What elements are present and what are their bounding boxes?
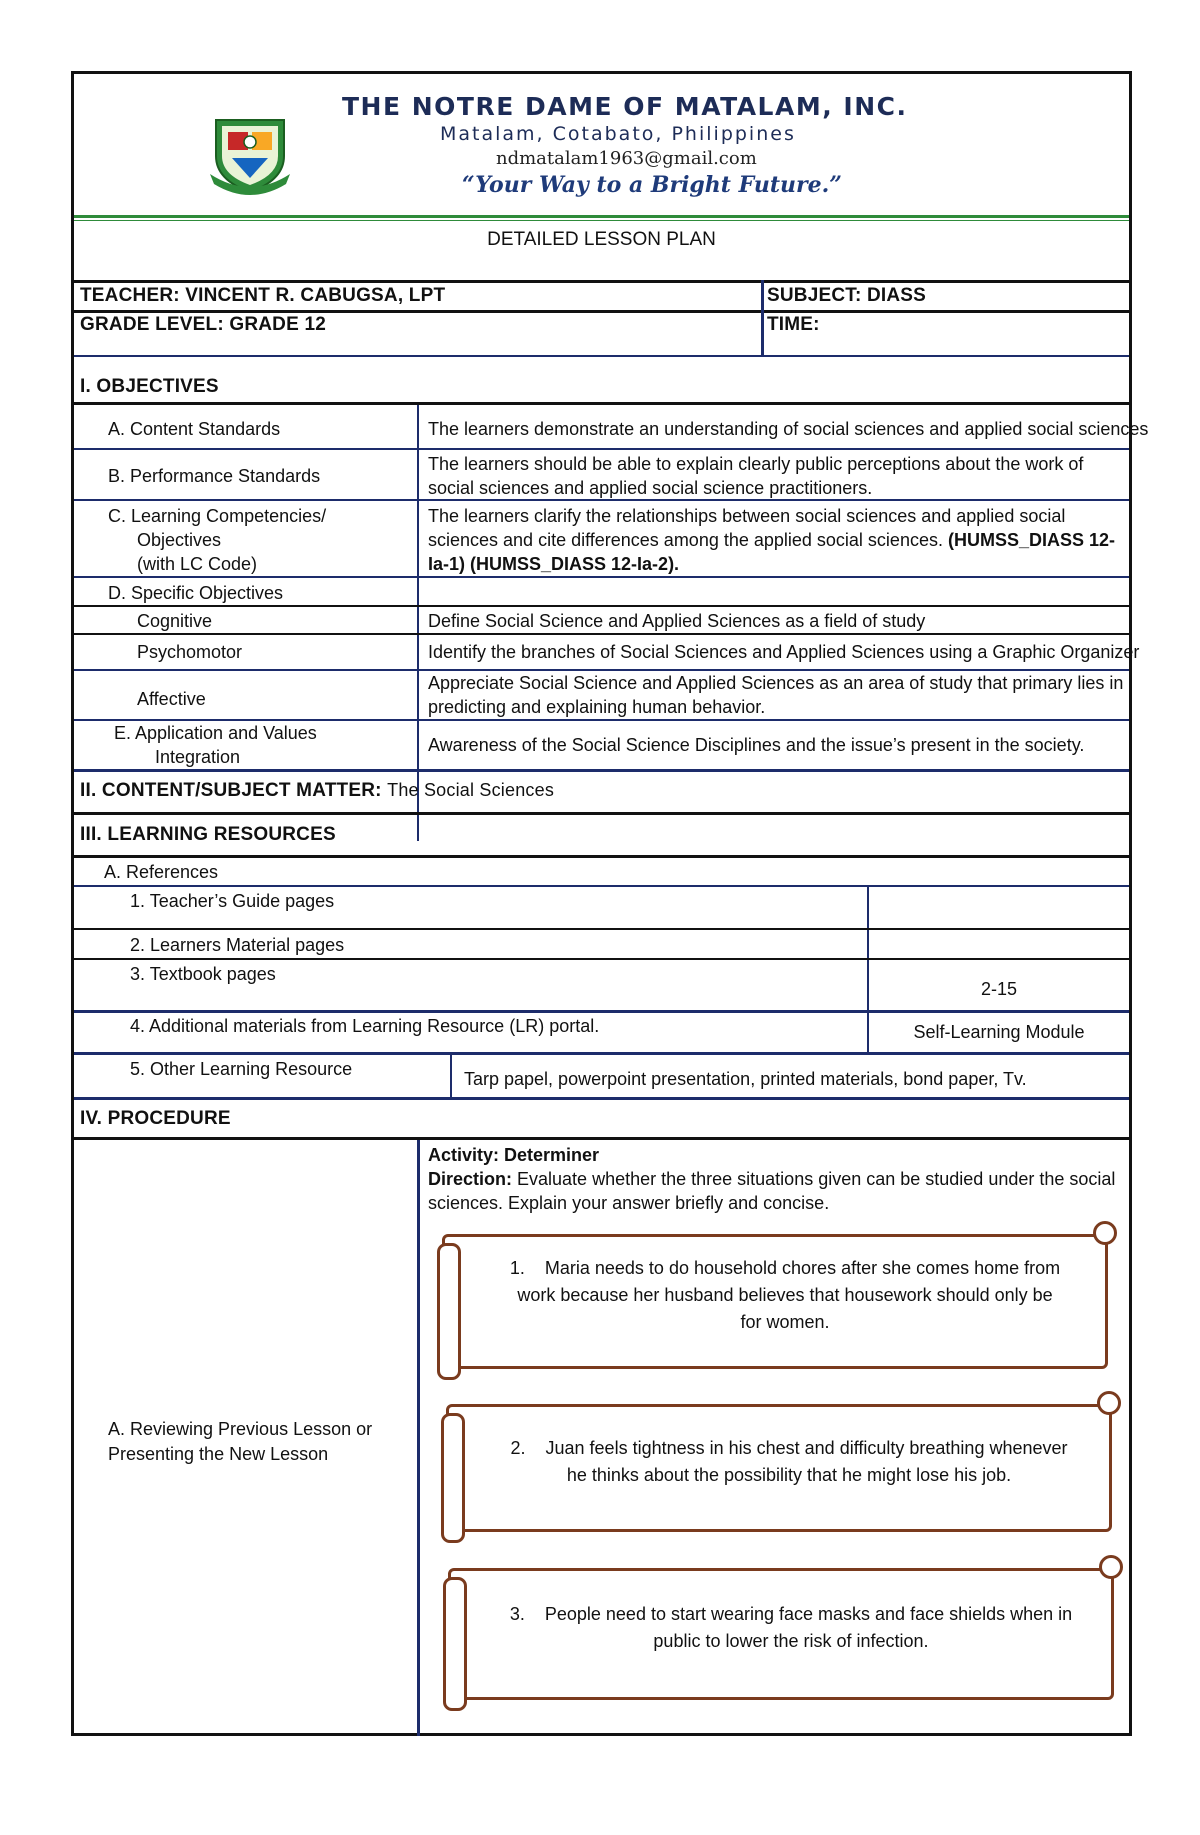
divider bbox=[74, 1052, 1129, 1055]
activity-direction bbox=[428, 1167, 1126, 1215]
resources-heading: III. LEARNING RESOURCES bbox=[80, 824, 336, 845]
objective-label: A. Content Standards bbox=[108, 419, 281, 439]
divider bbox=[74, 855, 1129, 858]
objective-label: Psychomotor bbox=[137, 642, 243, 662]
situation-line: work because her husband believes that housework should only be bbox=[517, 1285, 1053, 1305]
lesson-plan-sheet bbox=[71, 71, 1149, 1736]
objective-label: D. Specific Objectives bbox=[108, 583, 284, 603]
subject-label: SUBJECT: DIASS bbox=[767, 285, 927, 306]
teacher-label: TEACHER: VINCENT R. CABUGSA, LPT bbox=[80, 285, 446, 306]
objective-label: (with LC Code) bbox=[137, 554, 258, 574]
divider bbox=[74, 280, 1129, 283]
divider bbox=[74, 402, 1129, 405]
content-heading: II. CONTENT/SUBJECT MATTER: bbox=[80, 780, 388, 801]
divider bbox=[74, 812, 1129, 815]
divider bbox=[417, 1140, 420, 1736]
resource-label: 3. Textbook pages bbox=[130, 964, 276, 984]
objective-value: Identify the branches of Social Sciences and Applied Sciences using a Graphic Organizer bbox=[428, 642, 1140, 662]
resource-label: 5. Other Learning Resource bbox=[130, 1059, 353, 1079]
objective-label: Objectives bbox=[137, 530, 222, 550]
grade-value: GRADE 12 bbox=[229, 314, 326, 335]
objective-label: C. Learning Competencies/ bbox=[108, 506, 327, 526]
direction-label: Direction: bbox=[428, 1169, 513, 1189]
grade-level bbox=[80, 314, 326, 336]
objectives-heading: I. OBJECTIVES bbox=[80, 376, 219, 397]
objective-label: B. Performance Standards bbox=[108, 466, 321, 486]
situation-line-text: Maria needs to do household chores after she comes home from bbox=[544, 1258, 1061, 1278]
school-seal-logo bbox=[208, 114, 292, 196]
situation-line bbox=[491, 1601, 1091, 1628]
lc-code: (HUMSS_DIASS 12-Ia-1) (HUMSS_DIASS 12-Ia-2). bbox=[428, 530, 1116, 574]
divider bbox=[74, 448, 1129, 450]
situation-line: he thinks about the possibility that he might lose his job. bbox=[566, 1465, 1012, 1485]
header-green-rule-thin bbox=[74, 220, 1129, 221]
situation-text bbox=[485, 1255, 1085, 1336]
situation-text bbox=[491, 1601, 1091, 1655]
divider bbox=[74, 499, 1129, 501]
divider bbox=[74, 310, 1129, 313]
situation-line: public to lower the risk of infection. bbox=[653, 1631, 929, 1651]
resource-value: Tarp papel, powerpoint presentation, printed materials, bond paper, Tv. bbox=[464, 1069, 1027, 1089]
divider bbox=[74, 355, 1129, 357]
divider bbox=[761, 280, 764, 355]
divider bbox=[450, 1055, 452, 1097]
divider bbox=[74, 633, 1129, 635]
procedure-step-label: A. Reviewing Previous Lesson or bbox=[108, 1419, 373, 1439]
school-location: Matalam, Cotabato, Philippines bbox=[440, 123, 796, 145]
divider bbox=[417, 405, 419, 841]
resource-label: 4. Additional materials from Learning Resource (LR) portal. bbox=[130, 1016, 600, 1036]
divider bbox=[74, 769, 1129, 772]
scroll-roll-decoration bbox=[443, 1577, 467, 1711]
divider bbox=[74, 576, 1129, 578]
scroll-curl-decoration bbox=[1099, 1555, 1123, 1579]
situation-scroll bbox=[446, 1404, 1112, 1532]
divider bbox=[74, 1010, 1129, 1013]
school-motto: “Your Way to a Bright Future.” bbox=[462, 172, 842, 198]
objective-value: Appreciate Social Science and Applied Sciences as an area of study that primary lies in predicting and explaining human behavior. bbox=[428, 673, 1124, 717]
document-title: DETAILED LESSON PLAN bbox=[487, 229, 716, 250]
grade-label: GRADE LEVEL: bbox=[80, 314, 230, 335]
content-value: The Social Sciences bbox=[387, 780, 555, 800]
procedure-step-label: Presenting the New Lesson bbox=[108, 1444, 329, 1464]
time-label: TIME: bbox=[767, 314, 820, 335]
resource-value: Self-Learning Module bbox=[913, 1022, 1085, 1042]
scroll-curl-decoration bbox=[1093, 1221, 1117, 1245]
divider bbox=[74, 958, 1129, 960]
situation-line-text: People need to start wearing face masks and face shields when in bbox=[544, 1604, 1073, 1624]
situation-line-text: Juan feels tightness in his chest and difficulty breathing whenever bbox=[545, 1438, 1068, 1458]
objective-label: E. Application and Values bbox=[114, 723, 317, 743]
situation-number: 1. bbox=[509, 1258, 525, 1278]
school-email: ndmatalam1963@gmail.com bbox=[496, 148, 757, 169]
objective-value: Awareness of the Social Science Disciplines and the issue’s present in the society. bbox=[428, 735, 1085, 755]
objective-value: Define Social Science and Applied Sciences as a field of study bbox=[428, 611, 926, 631]
objective-label: Affective bbox=[137, 689, 206, 709]
school-name: THE NOTRE DAME OF MATALAM, INC. bbox=[342, 92, 908, 121]
activity-title: Activity: Determiner bbox=[428, 1145, 600, 1165]
objective-label: Cognitive bbox=[137, 611, 213, 631]
objective-value bbox=[428, 504, 1126, 576]
objective-value: The learners demonstrate an understanding of social sciences and applied social sciences bbox=[428, 419, 1149, 439]
divider bbox=[74, 1137, 1129, 1140]
direction-text: Evaluate whether the three situations given can be studied under the social sciences. Explain your answer briefly and concise. bbox=[428, 1169, 1116, 1213]
content-subject-matter bbox=[80, 780, 554, 802]
situation-line bbox=[485, 1255, 1085, 1282]
resource-label: 1. Teacher’s Guide pages bbox=[130, 891, 335, 911]
references-label: A. References bbox=[104, 862, 219, 882]
situation-number: 3. bbox=[509, 1604, 525, 1624]
scroll-curl-decoration bbox=[1097, 1391, 1121, 1415]
resource-label: 2. Learners Material pages bbox=[130, 935, 345, 955]
situation-number: 2. bbox=[510, 1438, 526, 1458]
situation-text bbox=[489, 1435, 1089, 1489]
divider bbox=[74, 928, 1129, 930]
header-green-rule bbox=[74, 215, 1129, 218]
resource-value: 2-15 bbox=[980, 979, 1018, 999]
situation-line bbox=[489, 1435, 1089, 1462]
situation-scroll bbox=[448, 1568, 1114, 1700]
divider bbox=[74, 605, 1129, 607]
objective-value-text: The learners clarify the relationships between social sciences and applied social sciences and cite differences among the applied social sciences. bbox=[428, 506, 1066, 550]
situation-line: for women. bbox=[740, 1312, 830, 1332]
objective-value: The learners should be able to explain clearly public perceptions about the work of social sciences and applied social science practitioners. bbox=[428, 454, 1084, 498]
divider bbox=[74, 1097, 1129, 1100]
divider bbox=[74, 885, 1129, 887]
scroll-roll-decoration bbox=[437, 1243, 461, 1380]
objective-label: Integration bbox=[155, 747, 241, 767]
scroll-roll-decoration bbox=[441, 1413, 465, 1543]
procedure-heading: IV. PROCEDURE bbox=[80, 1108, 231, 1129]
situation-scroll bbox=[442, 1234, 1108, 1369]
